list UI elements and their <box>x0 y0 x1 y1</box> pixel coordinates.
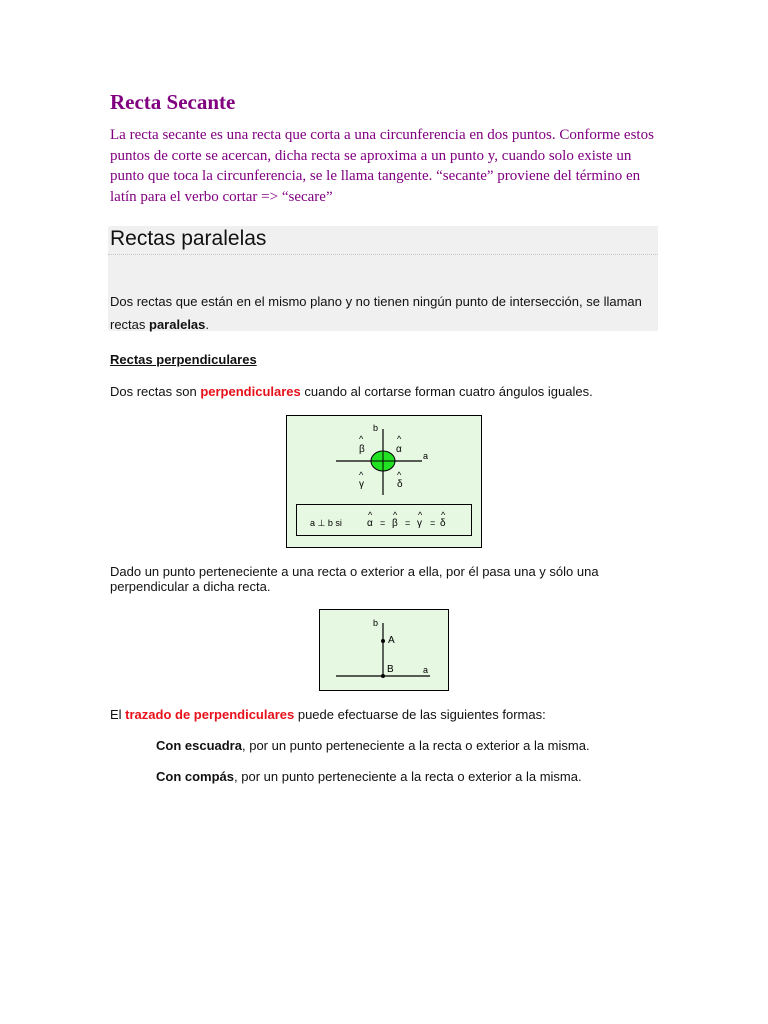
paralelas-paragraph <box>110 290 650 336</box>
formula-delta: δ <box>440 518 446 529</box>
paralelas-section <box>108 226 658 331</box>
gamma-hat: ^ <box>359 470 364 480</box>
beta-label: β <box>359 444 365 455</box>
formula-gamma-hat: ^ <box>418 510 423 520</box>
formula-eq1: = <box>380 518 386 528</box>
bullet-term: Con compás <box>156 769 235 784</box>
paralelas-period: . <box>205 317 210 332</box>
perpendicular-angles-figure <box>286 415 482 548</box>
bullet-term: Con escuadra <box>156 738 242 753</box>
label-B: B <box>387 664 394 675</box>
def-text-before: Dos rectas son <box>110 384 201 399</box>
paralelas-term: paralelas <box>149 317 206 332</box>
formula-delta-hat: ^ <box>441 510 446 520</box>
point-B <box>381 674 385 678</box>
paralelas-text: Dos rectas que están en el mismo plano y no tienen ningún punto de intersección, se llaman rectas <box>110 294 642 332</box>
label-A: A <box>388 635 395 646</box>
gamma-label: γ <box>359 479 364 490</box>
perpendiculares-definition <box>110 384 593 399</box>
trazado-paragraph <box>110 707 546 722</box>
perpendicular-point-figure <box>319 609 449 691</box>
perpendicular-angles-svg <box>286 415 482 548</box>
section-divider <box>108 254 658 255</box>
label-a: a <box>423 451 429 461</box>
point-A <box>381 639 385 643</box>
perpendicular-point-svg <box>319 609 449 691</box>
formula-beta-hat: ^ <box>393 510 398 520</box>
label-b: b <box>373 423 379 433</box>
trazado-text-before: El <box>110 707 126 722</box>
list-item <box>156 738 590 753</box>
alpha-label: α <box>396 444 402 455</box>
trazado-highlight: trazado de perpendiculares <box>125 707 295 722</box>
formula-gamma: γ <box>417 518 422 529</box>
formula-alpha: α <box>367 518 373 529</box>
def-highlight: perpendiculares <box>200 384 301 399</box>
formula-beta: β <box>392 518 398 529</box>
alpha-hat: ^ <box>397 434 402 444</box>
bullet-text: , por un punto perteneciente a la recta o exterior a la misma. <box>234 769 582 784</box>
trazado-text-after: puede efectuarse de las siguientes formas: <box>294 707 546 722</box>
delta-hat: ^ <box>397 470 402 480</box>
def-text-after: cuando al cortarse forman cuatro ángulos iguales. <box>300 384 593 399</box>
formula-eq3: = <box>430 518 436 528</box>
bullet-text: , por un punto perteneciente a la recta o exterior a la misma. <box>241 738 590 753</box>
figure2-frame <box>320 610 449 691</box>
dado-paragraph: Dado un punto perteneciente a una recta o exterior a ella, por él pasa una y sólo una perpendicular a dicha recta. <box>110 564 599 594</box>
delta-label: δ <box>397 479 403 490</box>
beta-hat: ^ <box>359 434 364 444</box>
formula-left: a ⊥ b si <box>310 518 342 528</box>
secante-paragraph: La recta secante es una recta que corta a una circunferencia en dos puntos. Conforme estos puntos de corte se acercan, dicha recta se aproxima a un punto y, cuando solo existe un punto que toca la circunferencia, se le llama tangente. “secante” proviene del término en latín para el verbo cortar => “secare” <box>110 127 654 205</box>
label-b: b <box>373 618 379 628</box>
label-a: a <box>423 665 429 675</box>
formula-alpha-hat: ^ <box>368 510 373 520</box>
secante-title: Recta Secante <box>110 90 236 114</box>
formula-eq2: = <box>405 518 411 528</box>
list-item <box>156 769 582 784</box>
paralelas-title: Rectas paralelas <box>110 227 267 250</box>
perpendiculares-heading: Rectas perpendiculares <box>110 352 257 367</box>
